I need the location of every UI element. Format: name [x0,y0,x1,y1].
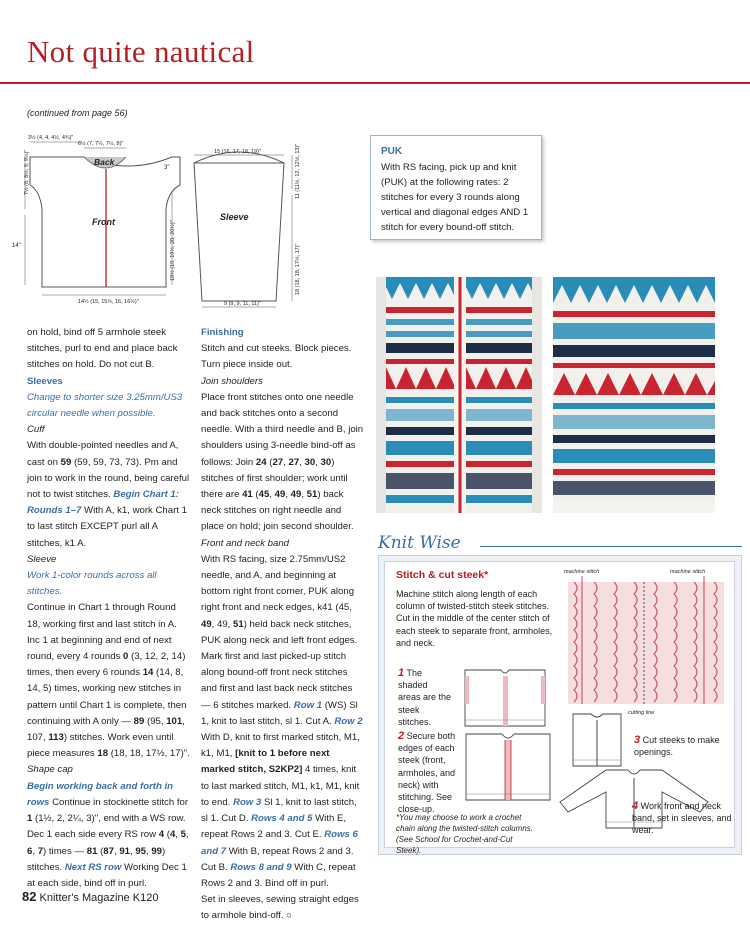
cutting-line-label: cutting line [628,710,655,716]
front-label: Front [92,217,115,227]
puk-text: With RS facing, pick up and knit (PUK) at the following rates: 2 stitches for every 3 rounds along vertical and diagonal edges AND 1 stitch for every bound-off stitch. [381,162,529,233]
step-3-text: Cut steeks to make openings. [634,735,720,758]
magazine-name: Knitter's Magazine [39,892,130,904]
front-neck-dim: 3" [164,165,170,171]
title-rule [0,82,750,84]
vest-close-photo [553,277,715,513]
machine-stitch-left-label: machine stitch [564,569,600,575]
front-side-right-dim: 18½ (19, 19½, 20, 20½)" [170,220,176,281]
sleeve-label: Sleeve [220,212,249,222]
step-3-num: 3 [634,734,641,746]
column-2: Finishing Stitch and cut steeks. Block pieces. Turn piece inside out. Join shoulders Place front stitches onto one needle and back stitches onto a second needle. With a third needle and B, join shoulders using 3-needle bind-off as follows: Join 24 (27, 27, 30, 30) stitches of first shoulder; work until there are 41 (45, 49, 49, 51) back neck stitches on right needle and place on hold; join second shoulder. Front and neck band With RS facing, size 2.75mm/US2 needle, and A, and beginning at bottom right front corner, PUK along right front and neck edges, k41 (45, 49, 49, 51) held back neck stitches, PUK along neck and left front edges. Mark first and last picked-up stitch along bound-off front neck stitches and first and last back neck stitches — 6 stitches marked. Row 1 (WS) Sl 1, knit to last stitch, sl 1. Cut A. Row 2 With D, knit to first marked stitch, M1, k1, M1, [knit to 1 before next marked stitch, S2KP2] 4 times, knit to last marked stitch, M1, k1, M1, knit to end. Row 3 Sl 1, knit to last stitch, sl 1. Cut D. Rows 4 and 5 With E, repeat Rows 2 and 3. Cut E. Rows 6 and 7 With B, repeat Rows 2 and 3. Cut B. Rows 8 and 9 With C, repeat Rows 2 and 3. Bind off in purl. Set in sleeves, sewing straight edges to armhole bind-off. ○ [201,327,364,922]
knit-wise-intro: Machine stitch along length of each column of twisted-stitch steek stitches. Cut in the middle of the center stitch of each steek to separate front, armholes, and neck. [396,589,553,648]
step-2 [398,730,458,815]
step-4 [632,800,732,837]
sleeve-bottom-dim: 9 (9, 9, 11, 11)" [224,301,261,307]
step-1-num: 1 [398,667,405,679]
step-2-num: 2 [398,730,405,742]
step-1 [398,667,452,728]
front-lower-left-dim: 14" [12,243,21,249]
vest-front-photo [376,277,542,513]
knit-wise-footnote: *You may choose to work a crochet chain along the twisted-stitch columns. (See School for Crochet-and-Cut Steek). [396,813,533,855]
knit-wise-rule [480,546,742,547]
step-4-text: Work front and neck band, set in sleeves, and wear. [632,801,732,836]
page-footer [22,889,158,904]
puk-title: PUK [381,146,403,157]
sleeve-top-dim: 15 (16, 17, 18, 19)" [214,149,261,155]
step-4-num: 4 [632,800,639,812]
puk-box [370,135,542,240]
knit-wise-heading: Stitch & cut steek* [396,569,489,581]
step-3 [634,734,732,758]
continued-note: (continued from page 56) [27,108,128,118]
column-1: on hold, bind off 5 armhole steek stitches, purl to end and place back stitches on hold. Do not cut B. Sleeves Change to shorter size 3.25mm/US3 circular needle when possible. Cuff With double-pointed needles and A, cast on 59 (59, 59, 73, 73). Pm and join to work in the round, being careful not to twist stitches. Begin Chart 1: Rounds 1–7 With A, k1, work Chart 1 to last stitch EXCEPT purl all A stitches, k1 A. Sleeve Work 1-color rounds across all stitches. Continue in Chart 1 through Round 18, working first and last stitch in A. Inc 1 at beginning and end of next round, every 4 rounds 0 (3, 12, 2, 14) times, then every 6 rounds 14 (14, 8, 14, 5) times, working new stitches in pattern until Chart 1 is complete, then continuing with A only — 89 (95, 101, 107, 113) stitches. Work even until piece measures 18 (18, 18, 17½, 17)". Shape cap Begin working back and forth in rows Continue in stockinette stitch for 1 (1½, 2, 2¼, 3)", end with a WS row. Dec 1 each side every RS row 4 (4, 5, 6, 7) times — 81 (87, 91, 95, 99) stitches. Next RS row Working Dec 1 at each side, bind off in purl. [27,327,190,889]
back-label: Back [94,157,115,167]
front-side-left-dim: 7½ (8, 8½, 9, 9½)" [24,149,30,195]
steek-closeup-diagram [560,564,732,722]
front-top-mid-dim: 6½ (7, 7½, 7½, 8)" [78,141,124,147]
step-1-text: The shaded areas are the steek stitches. [398,668,452,727]
sleeve-right-lower-dim: 18 (18, 18, 17½, 17)" [295,243,301,295]
step-2-diagram [458,724,558,808]
issue-number: K120 [132,892,159,904]
step-2-text: Secure both edges of each steek (front, armholes, and neck) with stitching. See close-up. [398,731,456,815]
machine-stitch-right-label: machine stitch [670,569,706,575]
sleeve-right-upper-dim: 11 (11½, 12, 12½, 13)" [295,143,301,199]
front-top-left-dim: 3½ (4, 4, 4½, 4¾)" [28,135,74,141]
front-bottom-dim: 14½ (15, 15½, 16, 16½)" [78,299,139,305]
knit-wise-title: Knit Wise [378,533,461,553]
page-title: Not quite nautical [27,34,255,69]
page-number: 82 [22,889,37,904]
schematic-diagram [12,125,357,315]
